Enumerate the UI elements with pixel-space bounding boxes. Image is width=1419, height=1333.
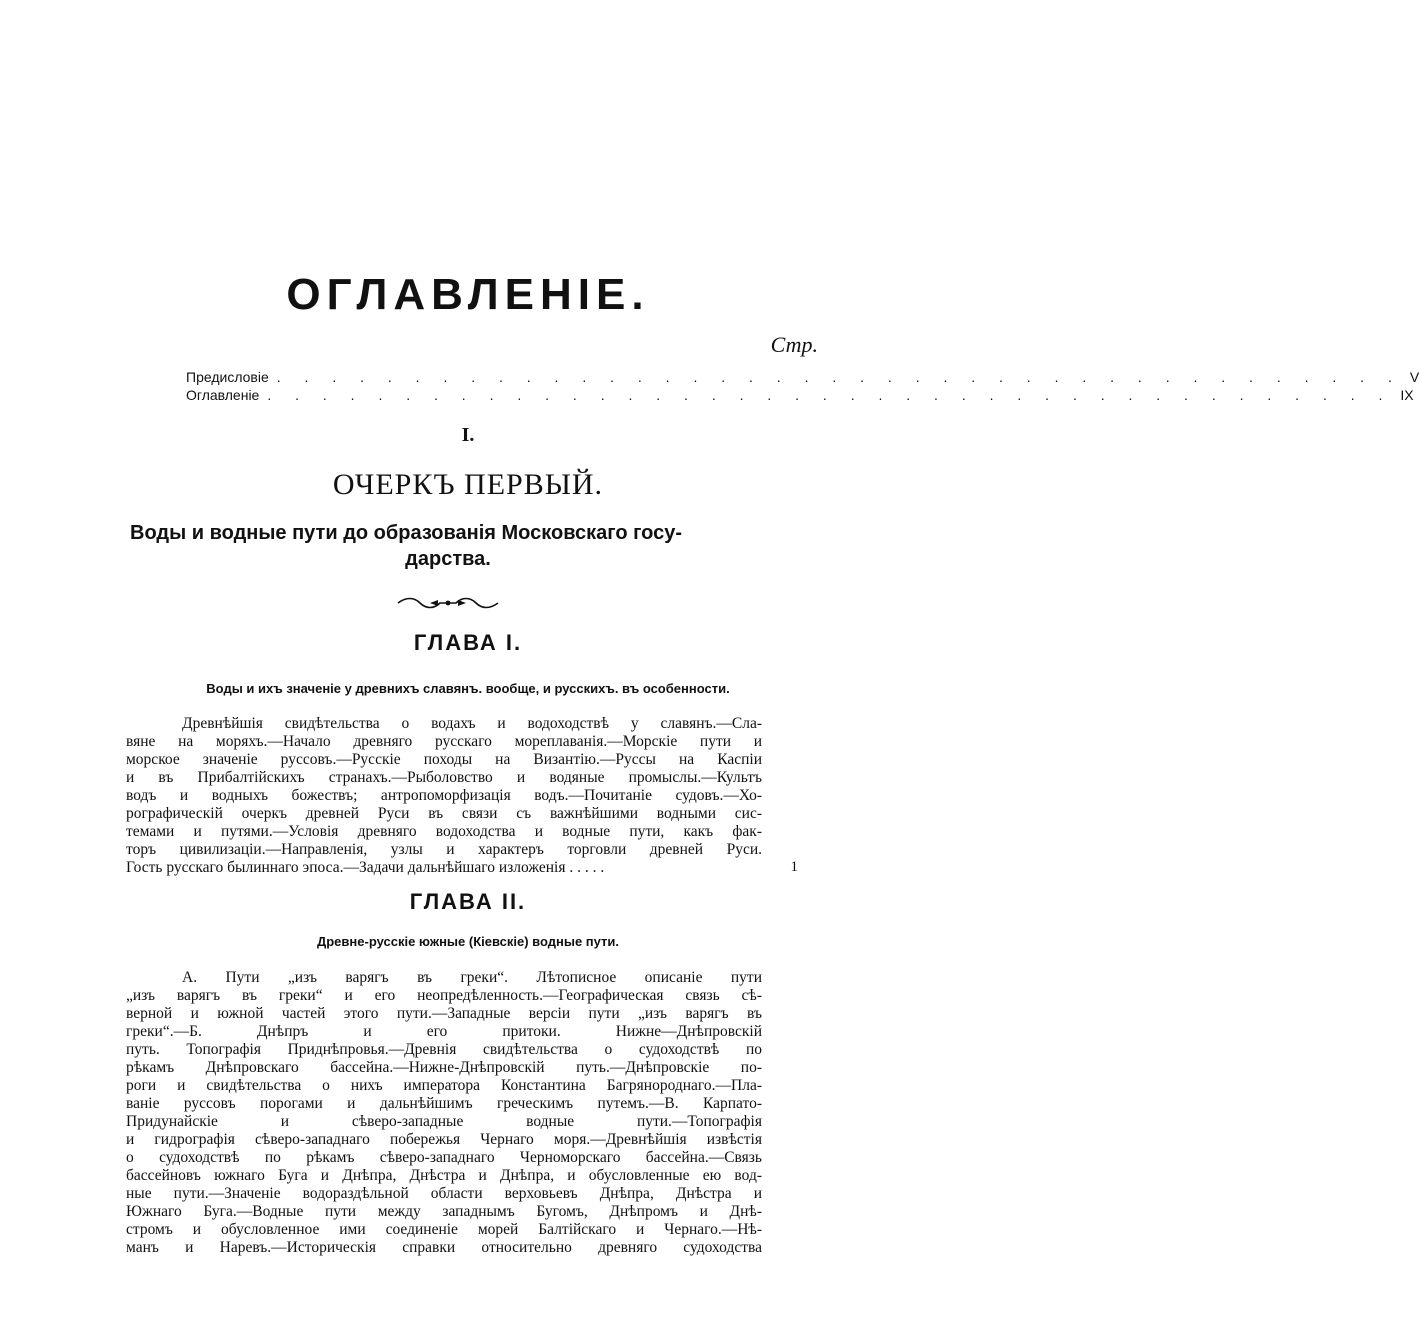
summary-line: „изъ варягъ въ греки“ и его неопредѣленность.—Географическая связь сѣ- xyxy=(126,987,762,1004)
summary-line: Гость русскаго былиннаго эпоса.—Задачи дальнѣйшаго изложенія . . . . . xyxy=(126,859,605,876)
toc-entry-page: V xyxy=(1409,369,1419,385)
summary-line: роги и свидѣтельства о нихъ императора Константина Багрянороднаго.—Пла- xyxy=(126,1077,762,1094)
summary-line: манъ и Наревъ.—Историческія справки относительно древняго судоходства xyxy=(126,1239,762,1256)
essay-subtitle-line: дарства. xyxy=(405,548,491,570)
summary-line: торъ цивилизаціи.—Направленія, узлы и характеръ торговли древней Руси. xyxy=(126,841,762,858)
toc-leader-dots: . . . . . . . . . . . . . . . . . . . . . . . . . . . . . . . . . . . . . . . . . xyxy=(276,369,1402,385)
chapter-heading: ГЛАВА I. xyxy=(413,630,523,655)
toc-entry-label: Предисловіе xyxy=(186,369,269,385)
essay-subtitle xyxy=(130,520,766,572)
summary-line: ваніе руссовъ порогами и дальнѣйшимъ греческимъ путемъ.—В. Карпато- xyxy=(126,1095,762,1112)
chapter-page-number: 1 xyxy=(790,859,798,875)
summary-line: темами и путями.—Условія древняго водоходства и водные пути, какъ фак- xyxy=(126,823,762,840)
essay-title: ОЧЕРКЪ ПЕРВЫЙ. xyxy=(332,468,604,501)
chapter-subtitle: Воды и ихъ значеніе у древнихъ славянъ. вообще, и русскихъ. въ особенности. xyxy=(206,681,730,696)
essay-subtitle-line: Воды и водные пути до образованія Московскаго госу- xyxy=(130,522,683,544)
chapter-heading: ГЛАВА II. xyxy=(409,889,527,914)
summary-line: А. Пути „изъ варягъ въ греки“. Лѣтописное описаніе пути xyxy=(182,969,762,986)
summary-line: водъ и водныхъ божествъ; антропоморфизація водъ.—Почитаніе судовъ.—Хо- xyxy=(126,787,762,804)
summary-line: ные пути.—Значеніе водораздѣльной области верховьевъ Днѣпра, Днѣстра и xyxy=(126,1185,762,1202)
part-number: I. xyxy=(461,424,475,446)
chapter-subtitle: Древне-русскіе южные (Кіевскіе) водные пути. xyxy=(316,934,619,949)
summary-line: верной и южной частей этого пути.—Западные версіи пути „изъ варягъ въ xyxy=(126,1005,762,1022)
summary-line: Древнѣйшія свидѣтельства о водахъ и водоходствѣ у славянъ.—Сла- xyxy=(182,715,762,732)
summary-line: морское значеніе руссовъ.—Русскіе походы на Византію.—Руссы на Каспіи xyxy=(126,751,762,768)
summary-line: путь. Топографія Приднѣпровья.—Древнія свидѣтельства о судоходствѣ по xyxy=(126,1041,762,1058)
toc-entry-contents xyxy=(186,387,1414,405)
summary-line: Придунайскіе и сѣверо-западные водные пути.—Топографія xyxy=(126,1113,762,1130)
summary-line: рѣкамъ Днѣпровскаго бассейна.—Нижне-Днѣпровскій путь.—Днѣпровскіе по- xyxy=(126,1059,762,1076)
toc-entry-label: Оглавленіе xyxy=(186,387,260,403)
summary-line: вяне на моряхъ.—Начало древняго русскаго мореплаванія.—Морскіе пути и xyxy=(126,733,762,750)
page-title: ОГЛАВЛЕНІЕ. xyxy=(286,270,650,319)
summary-line: и въ Прибалтійскихъ странахъ.—Рыболовство и водяные промыслы.—Культъ xyxy=(126,769,762,786)
summary-line: о судоходствѣ по рѣкамъ сѣверо-западнаго Черноморскаго бассейна.—Связь xyxy=(126,1149,762,1166)
toc-entry-preface xyxy=(186,369,1419,387)
summary-line: стромъ и обусловленное ими соединеніе морей Балтійскаго и Чернаго.—Нѣ- xyxy=(126,1221,762,1238)
summary-line: греки“.—Б. Днѣпръ и его притоки. Нижне—Днѣпровскій xyxy=(126,1023,762,1040)
page-column-label: Стр. xyxy=(770,332,818,357)
summary-line: и гидрографія сѣверо-западнаго побережья Чернаго моря.—Древнѣйшія извѣстія xyxy=(126,1131,762,1148)
ornament-divider xyxy=(396,594,500,612)
chapter-summary xyxy=(126,969,762,1257)
toc-leader-dots: . . . . . . . . . . . . . . . . . . . . . . . . . . . . . . . . . . . . . . . . . xyxy=(267,387,1393,403)
summary-line: бассейновъ южнаго Буга и Днѣпра, Днѣстра и Днѣпра, и обусловленные ею вод- xyxy=(126,1167,762,1184)
summary-line: рографическій очеркъ древней Руси въ связи съ важнѣйшими водными сис- xyxy=(126,805,762,822)
chapter-summary xyxy=(126,715,762,877)
summary-line: Южнаго Буга.—Водные пути между западнымъ Бугомъ, Днѣпромъ и Днѣ- xyxy=(126,1203,762,1220)
toc-entry-page: IX xyxy=(1400,387,1414,403)
